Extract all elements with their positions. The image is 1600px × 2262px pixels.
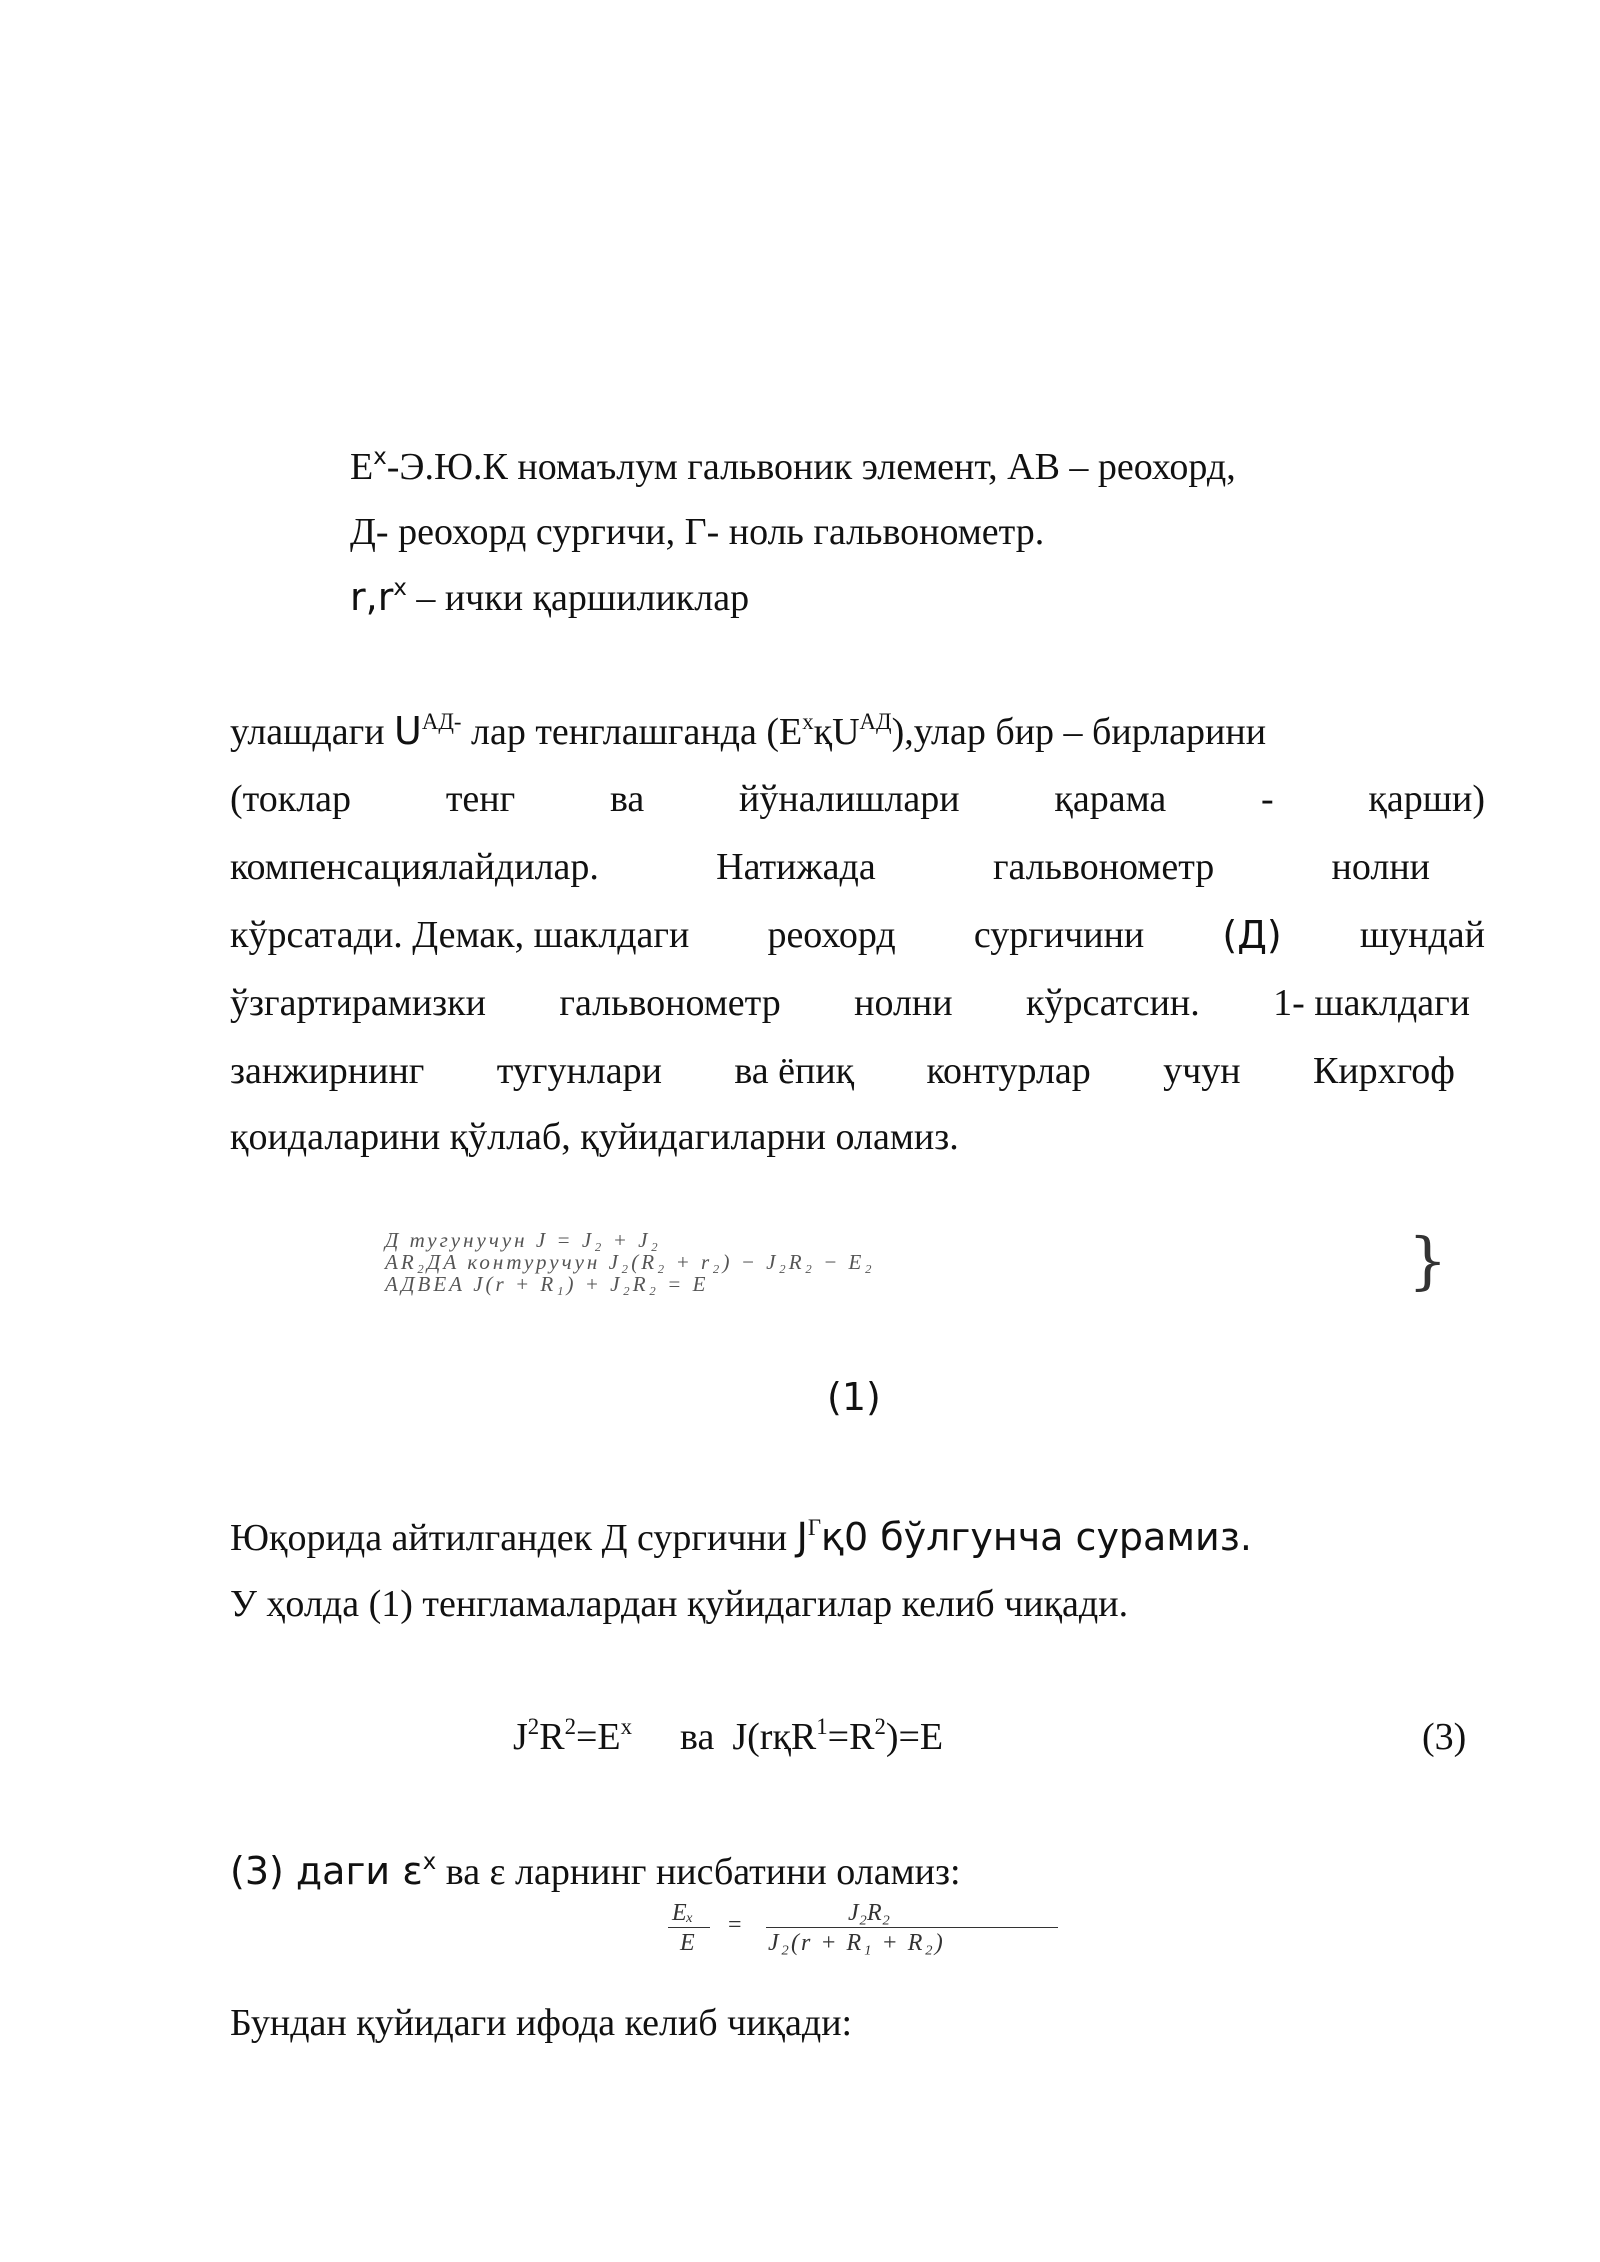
paragraph1-line-4: кўрсатади. Демак, шаклдаги реохорд сургичини (Д) шундай bbox=[230, 913, 1485, 957]
paragraph1-line-1: улашдаги $U^{АД-}$ лар тенглашганда $(E^xқU^{АД}),улар$ бир – бирларини bbox=[230, 709, 1267, 753]
paragraph1-line-7: қоидаларини қўллаб, қуйидагиларни оламиз. bbox=[230, 1116, 959, 1158]
equation-3: $J^2R^2=E^x$ ва $J(rқR^1=R^2)=E$ bbox=[513, 1714, 944, 1758]
fraction-bar-right bbox=[766, 1927, 1058, 1928]
equation-label-1: (1) bbox=[827, 1375, 881, 1419]
ratio-fraction bbox=[668, 1900, 1058, 1960]
paragraph1-line-5: ўзгартирамизки гальвонометр нолни кўрсатсин. 1- шаклдаги bbox=[230, 982, 1470, 1024]
fraction-denominator-left: E bbox=[680, 1930, 695, 1956]
paragraph2-line-2: У ҳолда (1) тенгламалардан қуйидагилар келиб чиқади. bbox=[230, 1583, 1129, 1625]
fraction-equals: = bbox=[728, 1912, 742, 1938]
fraction-numerator-right: J₂R₂ bbox=[848, 1900, 890, 1926]
legend-line-1: $E^x-Э.Ю.К$ номаълум гальвоник элемент, АВ – реохорд, bbox=[350, 444, 1236, 488]
paragraph1-line-6: занжирнинг тугунлари ва ёпиқ контурлар учун Кирхгоф bbox=[230, 1050, 1455, 1092]
kirchhoff-equations bbox=[385, 1224, 1448, 1300]
legend-line-3: $r,r^x$ – ички қаршиликлар bbox=[350, 575, 750, 619]
closing-line: Бундан қуйидаги ифода келиб чиқади: bbox=[230, 2002, 853, 2044]
kirchhoff-row-node: Д тугунучун J = J₂ + J₂ bbox=[385, 1228, 661, 1252]
equation-label-3: (3) bbox=[1422, 1716, 1467, 1758]
ratio-line: (3) даги $\varepsilon^x$ ва ε ларнинг нисбатини оламиз: bbox=[230, 1849, 961, 1893]
paragraph1-line-3: компенсациялайдилар. Натижада гальвонометр нолни bbox=[230, 846, 1430, 888]
fraction-numerator-left: Eₓ bbox=[672, 1900, 694, 1926]
kirchhoff-row-contour-2: АДВЕА J(r + R₁) + J₂R₂ = E bbox=[385, 1272, 709, 1296]
paragraph1-line-2: (токлар тенг ва йўналишлари қарама - қарши) bbox=[230, 778, 1485, 820]
kirchhoff-row-contour-1: AR₂ДА контуручун J₂(R₂ + r₂) − J₂R₂ − E₂ bbox=[385, 1250, 875, 1274]
legend-line-2: Д- реохорд сургичи, Г- ноль гальвонометр. bbox=[350, 511, 1045, 553]
paragraph2-line-1: Юқорида айтилгандек Д сургични $J^Гқ0$ бўлгунча сурамиз. bbox=[230, 1515, 1252, 1559]
fraction-bar-left bbox=[668, 1927, 710, 1928]
equation-brace: } bbox=[1408, 1224, 1448, 1297]
fraction-denominator-right: J₂(r + R₁ + R₂) bbox=[768, 1930, 945, 1956]
